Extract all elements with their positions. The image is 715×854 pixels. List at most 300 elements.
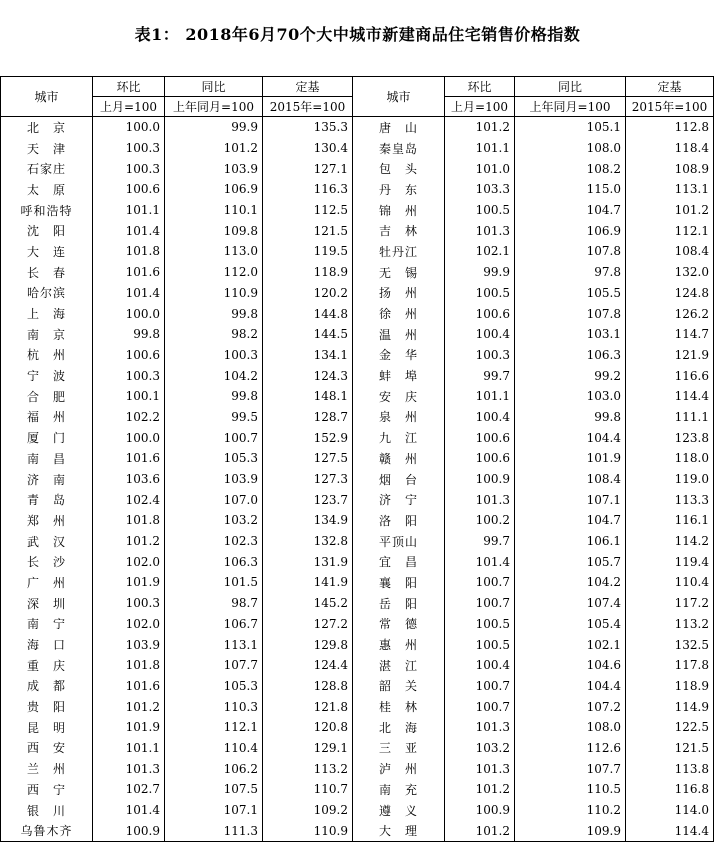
right-city-cell: 泸 州: [353, 758, 445, 779]
left-mom-cell: 102.7: [93, 779, 165, 800]
right-mom-cell: 101.3: [445, 220, 515, 241]
left-fixed-cell: 110.9: [263, 820, 353, 841]
right-yoy-cell: 103.0: [515, 386, 626, 407]
left-fixed-cell: 121.8: [263, 696, 353, 717]
left-city-cell: 太 原: [1, 179, 93, 200]
right-city-cell: 南 充: [353, 779, 445, 800]
left-yoy-cell: 112.1: [165, 717, 263, 738]
left-city-cell: 海 口: [1, 634, 93, 655]
right-mom-cell: 101.1: [445, 386, 515, 407]
table-row: [1, 551, 714, 572]
left-city-cell: 深 圳: [1, 593, 93, 614]
left-city-cell: 郑 州: [1, 510, 93, 531]
right-yoy-cell: 99.2: [515, 365, 626, 386]
left-mom-cell: 100.3: [93, 365, 165, 386]
left-fixed-cell: 131.9: [263, 551, 353, 572]
right-yoy-cell: 108.2: [515, 158, 626, 179]
left-city-cell: 南 宁: [1, 614, 93, 635]
right-fixed-cell: 113.2: [626, 614, 714, 635]
right-city-cell: 九 江: [353, 427, 445, 448]
left-yoy-cell: 106.3: [165, 551, 263, 572]
left-city-cell: 厦 门: [1, 427, 93, 448]
right-mom-cell: 99.9: [445, 262, 515, 283]
table-row: [1, 820, 714, 841]
left-mom-cell: 101.9: [93, 572, 165, 593]
right-city-cell: 大 理: [353, 820, 445, 841]
table-row: [1, 738, 714, 759]
left-fixed-cell: 134.9: [263, 510, 353, 531]
left-yoy-cell: 100.7: [165, 427, 263, 448]
left-yoy-cell: 98.7: [165, 593, 263, 614]
left-city-cell: 哈尔滨: [1, 283, 93, 304]
left-fixed-cell: 135.3: [263, 117, 353, 138]
header-fixed-base-right: 2015年=100: [626, 97, 714, 117]
header-city-left: 城市: [1, 77, 93, 117]
left-mom-cell: 101.1: [93, 738, 165, 759]
right-city-cell: 岳 阳: [353, 593, 445, 614]
right-city-cell: 丹 东: [353, 179, 445, 200]
left-yoy-cell: 110.9: [165, 283, 263, 304]
right-fixed-cell: 126.2: [626, 303, 714, 324]
header-mom-base-left: 上月=100: [93, 97, 165, 117]
left-fixed-cell: 129.8: [263, 634, 353, 655]
right-city-cell: 吉 林: [353, 220, 445, 241]
right-fixed-cell: 113.3: [626, 489, 714, 510]
table-row: [1, 179, 714, 200]
right-fixed-cell: 116.6: [626, 365, 714, 386]
right-yoy-cell: 104.6: [515, 655, 626, 676]
right-fixed-cell: 132.5: [626, 634, 714, 655]
price-index-table: [0, 76, 714, 842]
right-fixed-cell: 121.9: [626, 345, 714, 366]
left-city-cell: 昆 明: [1, 717, 93, 738]
right-yoy-cell: 101.9: [515, 448, 626, 469]
right-fixed-cell: 118.9: [626, 676, 714, 697]
left-yoy-cell: 107.7: [165, 655, 263, 676]
right-fixed-cell: 108.9: [626, 158, 714, 179]
left-fixed-cell: 118.9: [263, 262, 353, 283]
right-mom-cell: 100.4: [445, 324, 515, 345]
left-mom-cell: 101.4: [93, 283, 165, 304]
right-mom-cell: 100.3: [445, 345, 515, 366]
right-mom-cell: 100.7: [445, 593, 515, 614]
right-yoy-cell: 107.8: [515, 303, 626, 324]
right-city-cell: 牡丹江: [353, 241, 445, 262]
left-yoy-cell: 98.2: [165, 324, 263, 345]
header-fixed-base-left: 2015年=100: [263, 97, 353, 117]
header-mom-left: 环比: [93, 77, 165, 97]
right-city-cell: 韶 关: [353, 676, 445, 697]
right-city-cell: 遵 义: [353, 800, 445, 821]
right-mom-cell: 101.2: [445, 117, 515, 138]
left-city-cell: 武 汉: [1, 531, 93, 552]
left-city-cell: 杭 州: [1, 345, 93, 366]
right-mom-cell: 100.7: [445, 676, 515, 697]
left-yoy-cell: 107.1: [165, 800, 263, 821]
right-mom-cell: 99.7: [445, 531, 515, 552]
table-row: [1, 696, 714, 717]
left-fixed-cell: 120.8: [263, 717, 353, 738]
right-mom-cell: 100.6: [445, 427, 515, 448]
left-fixed-cell: 110.7: [263, 779, 353, 800]
left-city-cell: 北 京: [1, 117, 93, 138]
table-row: [1, 138, 714, 159]
table-body: [1, 117, 714, 842]
right-fixed-cell: 117.2: [626, 593, 714, 614]
left-mom-cell: 101.6: [93, 262, 165, 283]
left-yoy-cell: 104.2: [165, 365, 263, 386]
left-yoy-cell: 106.9: [165, 179, 263, 200]
left-mom-cell: 101.2: [93, 531, 165, 552]
right-city-cell: 常 德: [353, 614, 445, 635]
left-fixed-cell: 127.2: [263, 614, 353, 635]
right-yoy-cell: 109.9: [515, 820, 626, 841]
left-mom-cell: 100.1: [93, 386, 165, 407]
table-row: [1, 510, 714, 531]
right-city-cell: 锦 州: [353, 200, 445, 221]
right-city-cell: 无 锡: [353, 262, 445, 283]
right-mom-cell: 100.5: [445, 614, 515, 635]
right-mom-cell: 100.7: [445, 696, 515, 717]
right-mom-cell: 101.2: [445, 779, 515, 800]
right-city-cell: 湛 江: [353, 655, 445, 676]
left-city-cell: 南 京: [1, 324, 93, 345]
right-fixed-cell: 117.8: [626, 655, 714, 676]
table-row: [1, 200, 714, 221]
left-mom-cell: 102.0: [93, 551, 165, 572]
right-fixed-cell: 110.4: [626, 572, 714, 593]
left-yoy-cell: 99.8: [165, 386, 263, 407]
left-mom-cell: 101.8: [93, 655, 165, 676]
left-mom-cell: 102.0: [93, 614, 165, 635]
table-row: [1, 614, 714, 635]
table-row: [1, 427, 714, 448]
right-yoy-cell: 103.1: [515, 324, 626, 345]
left-yoy-cell: 103.2: [165, 510, 263, 531]
left-fixed-cell: 123.7: [263, 489, 353, 510]
table-row: [1, 572, 714, 593]
right-city-cell: 包 头: [353, 158, 445, 179]
table-row: [1, 262, 714, 283]
left-city-cell: 沈 阳: [1, 220, 93, 241]
left-mom-cell: 100.3: [93, 138, 165, 159]
left-fixed-cell: 124.3: [263, 365, 353, 386]
left-fixed-cell: 124.4: [263, 655, 353, 676]
header-yoy-right: 同比: [515, 77, 626, 97]
right-fixed-cell: 116.8: [626, 779, 714, 800]
left-fixed-cell: 109.2: [263, 800, 353, 821]
left-fixed-cell: 120.2: [263, 283, 353, 304]
table-row: [1, 117, 714, 138]
left-city-cell: 重 庆: [1, 655, 93, 676]
left-mom-cell: 100.6: [93, 345, 165, 366]
left-city-cell: 上 海: [1, 303, 93, 324]
left-mom-cell: 101.4: [93, 220, 165, 241]
table-row: [1, 758, 714, 779]
left-city-cell: 青 岛: [1, 489, 93, 510]
right-fixed-cell: 119.4: [626, 551, 714, 572]
left-mom-cell: 100.9: [93, 820, 165, 841]
left-yoy-cell: 101.5: [165, 572, 263, 593]
left-city-cell: 南 昌: [1, 448, 93, 469]
left-yoy-cell: 113.0: [165, 241, 263, 262]
left-yoy-cell: 110.4: [165, 738, 263, 759]
left-mom-cell: 101.3: [93, 758, 165, 779]
left-mom-cell: 101.4: [93, 800, 165, 821]
right-city-cell: 宜 昌: [353, 551, 445, 572]
right-mom-cell: 100.5: [445, 634, 515, 655]
left-mom-cell: 101.9: [93, 717, 165, 738]
right-city-cell: 扬 州: [353, 283, 445, 304]
left-fixed-cell: 112.5: [263, 200, 353, 221]
right-mom-cell: 100.6: [445, 303, 515, 324]
right-city-cell: 桂 林: [353, 696, 445, 717]
left-city-cell: 银 川: [1, 800, 93, 821]
left-yoy-cell: 103.9: [165, 469, 263, 490]
right-fixed-cell: 114.7: [626, 324, 714, 345]
left-yoy-cell: 103.9: [165, 158, 263, 179]
left-mom-cell: 103.9: [93, 634, 165, 655]
right-yoy-cell: 105.5: [515, 283, 626, 304]
table-row: [1, 634, 714, 655]
right-fixed-cell: 101.2: [626, 200, 714, 221]
right-mom-cell: 100.4: [445, 407, 515, 428]
left-fixed-cell: 128.8: [263, 676, 353, 697]
header-yoy-left: 同比: [165, 77, 263, 97]
right-mom-cell: 101.1: [445, 138, 515, 159]
left-mom-cell: 102.4: [93, 489, 165, 510]
right-city-cell: 襄 阳: [353, 572, 445, 593]
table-row: [1, 800, 714, 821]
left-fixed-cell: 152.9: [263, 427, 353, 448]
right-yoy-cell: 97.8: [515, 262, 626, 283]
right-city-cell: 平顶山: [353, 531, 445, 552]
right-mom-cell: 101.0: [445, 158, 515, 179]
right-yoy-cell: 105.1: [515, 117, 626, 138]
left-city-cell: 石家庄: [1, 158, 93, 179]
left-city-cell: 宁 波: [1, 365, 93, 386]
left-city-cell: 长 沙: [1, 551, 93, 572]
right-yoy-cell: 104.4: [515, 676, 626, 697]
left-yoy-cell: 105.3: [165, 448, 263, 469]
left-city-cell: 乌鲁木齐: [1, 820, 93, 841]
left-city-cell: 济 南: [1, 469, 93, 490]
right-mom-cell: 100.5: [445, 283, 515, 304]
left-fixed-cell: 130.4: [263, 138, 353, 159]
right-city-cell: 烟 台: [353, 469, 445, 490]
header-yoy-base-left: 上年同月=100: [165, 97, 263, 117]
right-mom-cell: 101.3: [445, 758, 515, 779]
left-fixed-cell: 132.8: [263, 531, 353, 552]
right-fixed-cell: 114.4: [626, 820, 714, 841]
table-row: [1, 365, 714, 386]
left-fixed-cell: 129.1: [263, 738, 353, 759]
right-city-cell: 安 庆: [353, 386, 445, 407]
right-mom-cell: 103.2: [445, 738, 515, 759]
right-yoy-cell: 106.3: [515, 345, 626, 366]
left-fixed-cell: 148.1: [263, 386, 353, 407]
right-yoy-cell: 107.7: [515, 758, 626, 779]
table-row: [1, 469, 714, 490]
right-city-cell: 金 华: [353, 345, 445, 366]
right-mom-cell: 102.1: [445, 241, 515, 262]
header-fixed-right: 定基: [626, 77, 714, 97]
right-mom-cell: 101.3: [445, 717, 515, 738]
right-yoy-cell: 105.7: [515, 551, 626, 572]
left-fixed-cell: 119.5: [263, 241, 353, 262]
left-fixed-cell: 127.1: [263, 158, 353, 179]
right-mom-cell: 100.4: [445, 655, 515, 676]
right-city-cell: 惠 州: [353, 634, 445, 655]
left-mom-cell: 101.2: [93, 696, 165, 717]
right-fixed-cell: 113.1: [626, 179, 714, 200]
right-city-cell: 蚌 埠: [353, 365, 445, 386]
right-city-cell: 秦皇岛: [353, 138, 445, 159]
table-row: [1, 676, 714, 697]
left-yoy-cell: 99.8: [165, 303, 263, 324]
right-city-cell: 洛 阳: [353, 510, 445, 531]
table-row: [1, 489, 714, 510]
right-mom-cell: 101.2: [445, 820, 515, 841]
right-yoy-cell: 106.1: [515, 531, 626, 552]
right-fixed-cell: 113.8: [626, 758, 714, 779]
right-yoy-cell: 112.6: [515, 738, 626, 759]
left-fixed-cell: 121.5: [263, 220, 353, 241]
left-city-cell: 成 都: [1, 676, 93, 697]
header-city-right: 城市: [353, 77, 445, 117]
right-yoy-cell: 106.9: [515, 220, 626, 241]
table-row: [1, 303, 714, 324]
left-mom-cell: 103.6: [93, 469, 165, 490]
right-yoy-cell: 107.4: [515, 593, 626, 614]
left-city-cell: 长 春: [1, 262, 93, 283]
left-yoy-cell: 112.0: [165, 262, 263, 283]
right-mom-cell: 100.7: [445, 572, 515, 593]
left-yoy-cell: 100.3: [165, 345, 263, 366]
left-mom-cell: 101.8: [93, 510, 165, 531]
left-fixed-cell: 134.1: [263, 345, 353, 366]
table-title: 表1： 2018年6月70个大中城市新建商品住宅销售价格指数: [134, 25, 581, 44]
table-row: [1, 531, 714, 552]
table-row: [1, 779, 714, 800]
right-yoy-cell: 99.8: [515, 407, 626, 428]
left-yoy-cell: 105.3: [165, 676, 263, 697]
header-mom-base-right: 上月=100: [445, 97, 515, 117]
table-row: [1, 241, 714, 262]
right-yoy-cell: 104.7: [515, 510, 626, 531]
left-fixed-cell: 141.9: [263, 572, 353, 593]
table-row: [1, 220, 714, 241]
left-yoy-cell: 99.9: [165, 117, 263, 138]
left-yoy-cell: 111.3: [165, 820, 263, 841]
left-fixed-cell: 128.7: [263, 407, 353, 428]
right-fixed-cell: 112.1: [626, 220, 714, 241]
table-row: [1, 655, 714, 676]
left-city-cell: 广 州: [1, 572, 93, 593]
right-city-cell: 泉 州: [353, 407, 445, 428]
right-fixed-cell: 112.8: [626, 117, 714, 138]
table-row: [1, 158, 714, 179]
left-city-cell: 天 津: [1, 138, 93, 159]
left-mom-cell: 100.6: [93, 179, 165, 200]
left-mom-cell: 100.3: [93, 158, 165, 179]
right-city-cell: 济 宁: [353, 489, 445, 510]
left-yoy-cell: 106.7: [165, 614, 263, 635]
left-mom-cell: 100.0: [93, 117, 165, 138]
left-yoy-cell: 113.1: [165, 634, 263, 655]
left-mom-cell: 99.8: [93, 324, 165, 345]
right-city-cell: 徐 州: [353, 303, 445, 324]
right-yoy-cell: 105.4: [515, 614, 626, 635]
left-fixed-cell: 113.2: [263, 758, 353, 779]
left-yoy-cell: 106.2: [165, 758, 263, 779]
right-city-cell: 赣 州: [353, 448, 445, 469]
left-mom-cell: 101.6: [93, 676, 165, 697]
right-mom-cell: 100.9: [445, 469, 515, 490]
right-mom-cell: 101.4: [445, 551, 515, 572]
right-city-cell: 温 州: [353, 324, 445, 345]
left-mom-cell: 100.3: [93, 593, 165, 614]
left-city-cell: 呼和浩特: [1, 200, 93, 221]
right-yoy-cell: 108.4: [515, 469, 626, 490]
right-city-cell: 北 海: [353, 717, 445, 738]
right-yoy-cell: 107.2: [515, 696, 626, 717]
table-row: [1, 593, 714, 614]
right-mom-cell: 100.6: [445, 448, 515, 469]
right-mom-cell: 100.5: [445, 200, 515, 221]
left-yoy-cell: 101.2: [165, 138, 263, 159]
right-yoy-cell: 107.1: [515, 489, 626, 510]
right-yoy-cell: 104.7: [515, 200, 626, 221]
left-city-cell: 西 安: [1, 738, 93, 759]
left-mom-cell: 101.1: [93, 200, 165, 221]
left-city-cell: 大 连: [1, 241, 93, 262]
right-mom-cell: 99.7: [445, 365, 515, 386]
right-fixed-cell: 119.0: [626, 469, 714, 490]
right-yoy-cell: 102.1: [515, 634, 626, 655]
left-mom-cell: 101.6: [93, 448, 165, 469]
left-yoy-cell: 107.0: [165, 489, 263, 510]
header-yoy-base-right: 上年同月=100: [515, 97, 626, 117]
left-city-cell: 贵 阳: [1, 696, 93, 717]
right-yoy-cell: 108.0: [515, 138, 626, 159]
left-city-cell: 福 州: [1, 407, 93, 428]
left-fixed-cell: 127.3: [263, 469, 353, 490]
right-fixed-cell: 123.8: [626, 427, 714, 448]
right-yoy-cell: 108.0: [515, 717, 626, 738]
left-fixed-cell: 144.8: [263, 303, 353, 324]
left-yoy-cell: 109.8: [165, 220, 263, 241]
right-fixed-cell: 132.0: [626, 262, 714, 283]
right-fixed-cell: 114.4: [626, 386, 714, 407]
right-mom-cell: 101.3: [445, 489, 515, 510]
left-yoy-cell: 99.5: [165, 407, 263, 428]
left-fixed-cell: 116.3: [263, 179, 353, 200]
right-mom-cell: 100.2: [445, 510, 515, 531]
right-fixed-cell: 124.8: [626, 283, 714, 304]
left-city-cell: 合 肥: [1, 386, 93, 407]
left-mom-cell: 101.8: [93, 241, 165, 262]
left-fixed-cell: 144.5: [263, 324, 353, 345]
table-row: [1, 407, 714, 428]
left-yoy-cell: 107.5: [165, 779, 263, 800]
header-mom-right: 环比: [445, 77, 515, 97]
right-yoy-cell: 110.2: [515, 800, 626, 821]
table-row: [1, 324, 714, 345]
right-fixed-cell: 114.0: [626, 800, 714, 821]
right-fixed-cell: 114.2: [626, 531, 714, 552]
left-mom-cell: 100.0: [93, 427, 165, 448]
